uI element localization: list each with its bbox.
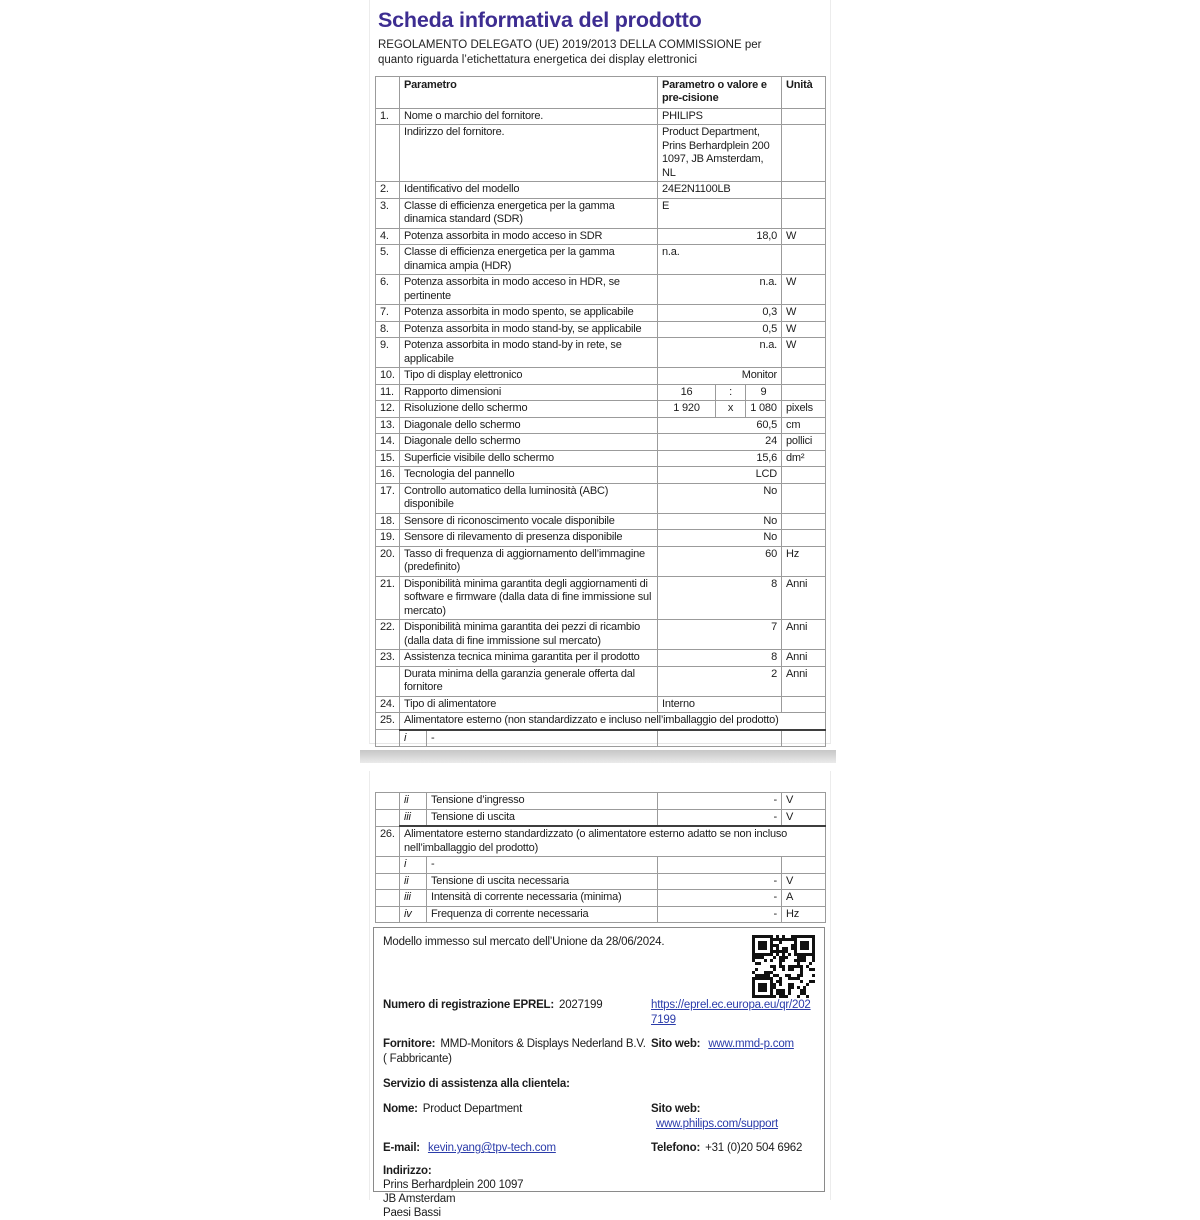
param-label: Tensione d’ingresso <box>431 794 525 806</box>
table-row <box>376 108 826 125</box>
sub-param-flex <box>400 810 657 826</box>
website-2-link[interactable]: www.philips.com/support <box>656 1117 778 1130</box>
param-value: Product Department, Prins Berhardplein 200 1097, JB Amsterdam, NL <box>658 125 782 182</box>
table-row <box>376 450 826 467</box>
param-unit: dm² <box>782 450 826 467</box>
param-unit: A <box>782 890 826 907</box>
row-number: 20. <box>376 546 400 576</box>
param-label: Durata minima della garanzia generale offerta dal fornitore <box>400 666 658 696</box>
regulation-subtitle: REGOLAMENTO DELEGATO (UE) 2019/2013 DELLA COMMISSIONE per quanto riguarda l’etichettatura energetica dei display elettronici <box>378 39 762 66</box>
website-1-wrap <box>651 1037 815 1066</box>
param-unit <box>782 368 826 385</box>
param-value-a: 16 <box>658 384 716 401</box>
address-label: Indirizzo: <box>383 1164 432 1177</box>
row-number <box>376 857 400 874</box>
param-unit <box>782 125 826 182</box>
product-fiche-table-page2 <box>375 792 826 923</box>
param-value: 15,6 <box>658 450 782 467</box>
row-number: 22. <box>376 620 400 650</box>
table-row <box>376 650 826 667</box>
param-label: - <box>431 858 435 870</box>
sub-param-flex <box>400 857 657 873</box>
param-unit <box>782 467 826 484</box>
supplier-info-box <box>373 927 825 1219</box>
roman-numeral: ii <box>400 874 427 890</box>
table-header-row <box>376 76 826 108</box>
row-number: 25. <box>376 713 400 730</box>
roman-numeral: ii <box>400 793 427 809</box>
row-number: 9. <box>376 338 400 368</box>
website-2-label: Sito web: <box>651 1103 701 1115</box>
param-label: Tensione di uscita necessaria <box>431 874 569 887</box>
param-value: 0,5 <box>658 321 782 338</box>
param-unit <box>782 513 826 530</box>
param-label: Diagonale dello schermo <box>400 417 658 434</box>
supplier-value: MMD-Monitors & Displays Nederland B.V. ( Fabbricante) <box>383 1038 646 1065</box>
sub-param-cell <box>400 906 658 923</box>
param-unit: W <box>782 338 826 368</box>
table-row <box>376 321 826 338</box>
param-unit: pixels <box>782 401 826 418</box>
market-entry-text: Modello immesso sul mercato dell’Unione da 28/06/2024. <box>383 936 665 948</box>
eprel-url-link[interactable]: https://eprel.ec.europa.eu/qr/2027199 <box>651 999 811 1026</box>
row-number: 16. <box>376 467 400 484</box>
table-row <box>376 793 826 810</box>
param-value-b: 9 <box>746 384 782 401</box>
param-unit: Hz <box>782 546 826 576</box>
param-label: Disponibilità minima garantita dei pezzi di ricambio (dalla data di fine immissione sul mercato) <box>400 620 658 650</box>
table-row <box>376 890 826 907</box>
param-value: 60,5 <box>658 417 782 434</box>
param-label: Controllo automatico della luminosità (ABC) disponibile <box>400 483 658 513</box>
param-unit: Anni <box>782 650 826 667</box>
table-row <box>376 434 826 451</box>
email-link[interactable]: kevin.yang@tpv-tech.com <box>427 1142 556 1154</box>
sub-param-cell <box>400 890 658 907</box>
param-unit <box>782 483 826 513</box>
table-row <box>376 417 826 434</box>
table-row <box>376 696 826 713</box>
table-row <box>376 483 826 513</box>
table-row <box>376 368 826 385</box>
row-number <box>376 873 400 890</box>
param-unit <box>782 182 826 199</box>
param-value: - <box>658 793 782 810</box>
eprel-row <box>383 998 815 1027</box>
email-label: E-mail: <box>383 1142 420 1154</box>
param-value: No <box>658 483 782 513</box>
param-value: 8 <box>658 576 782 620</box>
row-number <box>376 730 400 747</box>
sub-param-flex <box>400 793 657 809</box>
supplier-name <box>383 1037 651 1066</box>
row-number: 5. <box>376 245 400 275</box>
value-separator: : <box>716 384 746 401</box>
param-value: 18,0 <box>658 228 782 245</box>
service-name <box>383 1102 651 1131</box>
param-value: 8 <box>658 650 782 667</box>
table-row <box>376 228 826 245</box>
row-number: 13. <box>376 417 400 434</box>
row-number <box>376 906 400 923</box>
eprel-registration <box>383 998 651 1027</box>
param-unit <box>782 696 826 713</box>
table-row <box>376 666 826 696</box>
param-value-b: 1 080 <box>746 401 782 418</box>
row-number: 4. <box>376 228 400 245</box>
param-unit <box>782 530 826 547</box>
param-unit: Anni <box>782 620 826 650</box>
row-number: 21. <box>376 576 400 620</box>
param-label-span: Alimentatore esterno (non standardizzato e incluso nell’imballaggio del prodotto) <box>400 713 826 730</box>
param-value: 24E2N1100LB <box>658 182 782 199</box>
param-value: PHILIPS <box>658 108 782 125</box>
row-number: 23. <box>376 650 400 667</box>
param-value <box>658 857 782 874</box>
table-row <box>376 338 826 368</box>
param-label: Classe di efficienza energetica per la gamma dinamica standard (SDR) <box>400 198 658 228</box>
website-1-link[interactable]: www.mmd-p.com <box>708 1038 794 1050</box>
table-row <box>376 906 826 923</box>
param-value-a: 1 920 <box>658 401 716 418</box>
row-number: 11. <box>376 384 400 401</box>
eprel-link-wrap <box>651 998 815 1027</box>
param-value: No <box>658 530 782 547</box>
row-number: 19. <box>376 530 400 547</box>
param-label: Indirizzo del fornitore. <box>400 125 658 182</box>
param-value: n.a. <box>658 338 782 368</box>
param-unit: W <box>782 275 826 305</box>
param-label: Tensione di uscita <box>431 810 515 823</box>
row-number <box>376 125 400 182</box>
param-unit: Anni <box>782 576 826 620</box>
supplier-row <box>383 1037 815 1066</box>
param-unit: cm <box>782 417 826 434</box>
param-label: Sensore di riconoscimento vocale disponibile <box>400 513 658 530</box>
param-label: Intensità di corrente necessaria (minima) <box>431 891 622 903</box>
param-value: n.a. <box>658 275 782 305</box>
address-block <box>383 1164 815 1220</box>
roman-numeral: iii <box>400 810 427 826</box>
table-row <box>376 245 826 275</box>
param-label: Frequenza di corrente necessaria <box>431 907 589 920</box>
header-unit: Unità <box>782 76 826 108</box>
product-fiche-table-page1 <box>375 76 826 748</box>
row-number: 26. <box>376 826 400 857</box>
row-number: 6. <box>376 275 400 305</box>
eprel-number: 2027199 <box>559 999 603 1011</box>
service-heading-row <box>383 1078 815 1090</box>
param-label: Diagonale dello schermo <box>400 434 658 451</box>
email-phone-row <box>383 1141 815 1156</box>
param-value: 2 <box>658 666 782 696</box>
param-value: - <box>658 906 782 923</box>
row-number: 15. <box>376 450 400 467</box>
row-number <box>376 793 400 810</box>
header-value: Parametro o valore e pre-cisione <box>658 76 782 108</box>
table-row <box>376 182 826 199</box>
param-unit: pollici <box>782 434 826 451</box>
table-row <box>376 530 826 547</box>
param-value: Interno <box>658 696 782 713</box>
row-number: 12. <box>376 401 400 418</box>
sub-param-cell <box>400 730 658 747</box>
param-label: Potenza assorbita in modo stand-by in rete, se applicabile <box>400 338 658 368</box>
name-label: Nome: <box>383 1103 418 1115</box>
eprel-label: Numero di registrazione EPREL: <box>383 999 555 1011</box>
address-line-2: JB Amsterdam <box>383 1192 456 1205</box>
param-label: Potenza assorbita in modo spento, se applicabile <box>400 305 658 322</box>
roman-numeral: iv <box>400 907 427 923</box>
table-row <box>376 620 826 650</box>
row-number: 8. <box>376 321 400 338</box>
param-unit <box>782 108 826 125</box>
table-row <box>376 125 826 182</box>
document-page-1 <box>369 0 831 744</box>
param-value: 0,3 <box>658 305 782 322</box>
table-row <box>376 275 826 305</box>
row-number: 1. <box>376 108 400 125</box>
param-value: Monitor <box>658 368 782 385</box>
param-unit: W <box>782 305 826 322</box>
param-unit <box>782 245 826 275</box>
param-unit: Anni <box>782 666 826 696</box>
row-number <box>376 809 400 826</box>
param-value: 60 <box>658 546 782 576</box>
qr-code <box>752 935 815 998</box>
sub-param-cell <box>400 857 658 874</box>
param-label: Sensore di rilevamento di presenza disponibile <box>400 530 658 547</box>
row-number <box>376 890 400 907</box>
param-label: - <box>431 731 435 744</box>
param-label: Potenza assorbita in modo stand-by, se applicabile <box>400 321 658 338</box>
row-number: 17. <box>376 483 400 513</box>
sub-param-flex <box>400 731 657 747</box>
param-value: No <box>658 513 782 530</box>
param-label: Assistenza tecnica minima garantita per il prodotto <box>400 650 658 667</box>
param-label: Disponibilità minima garantita degli aggiornamenti di software e firmware (dalla data di fine immissione sul mercato) <box>400 576 658 620</box>
website-2-wrap <box>651 1102 815 1131</box>
document-page-2 <box>369 771 831 1219</box>
row-number: 24. <box>376 696 400 713</box>
param-label: Potenza assorbita in modo acceso in SDR <box>400 228 658 245</box>
email-wrap <box>383 1141 651 1156</box>
param-label: Classe di efficienza energetica per la gamma dinamica ampia (HDR) <box>400 245 658 275</box>
table-row <box>376 384 826 401</box>
param-label: Superficie visibile dello schermo <box>400 450 658 467</box>
param-value: LCD <box>658 467 782 484</box>
param-unit: W <box>782 228 826 245</box>
param-value <box>658 730 782 747</box>
table-row <box>376 826 826 857</box>
roman-numeral: i <box>400 731 427 747</box>
param-value: n.a. <box>658 245 782 275</box>
param-label: Tipo di display elettronico <box>400 368 658 385</box>
param-label-span: Alimentatore esterno standardizzato (o alimentatore esterno adatto se non incluso nell’imballaggio del prodotto) <box>400 826 826 857</box>
page-title: Scheda informativa del prodotto <box>378 8 702 32</box>
sub-param-cell <box>400 793 658 810</box>
param-label: Tasso di frequenza di aggiornamento dell’immagine (predefinito) <box>400 546 658 576</box>
phone-wrap <box>651 1141 815 1156</box>
table-row <box>376 546 826 576</box>
row-number: 14. <box>376 434 400 451</box>
sub-param-flex <box>400 890 657 906</box>
phone-value: +31 (0)20 504 6962 <box>705 1142 803 1154</box>
param-value: - <box>658 890 782 907</box>
header-parameter: Parametro <box>400 76 658 108</box>
table-row <box>376 576 826 620</box>
param-value: 24 <box>658 434 782 451</box>
param-label: Nome o marchio del fornitore. <box>400 108 658 125</box>
param-unit: V <box>782 809 826 826</box>
sub-param-flex <box>400 874 657 890</box>
row-number: 10. <box>376 368 400 385</box>
param-unit: V <box>782 873 826 890</box>
param-value: E <box>658 198 782 228</box>
row-number: 2. <box>376 182 400 199</box>
table-row <box>376 467 826 484</box>
roman-numeral: iii <box>400 890 427 906</box>
market-entry-row <box>383 936 815 948</box>
param-unit: Hz <box>782 906 826 923</box>
param-label: Identificativo del modello <box>400 182 658 199</box>
sub-param-flex <box>400 907 657 923</box>
value-separator: x <box>716 401 746 418</box>
service-heading: Servizio di assistenza alla clientela: <box>383 1078 570 1090</box>
param-label: Risoluzione dello schermo <box>400 401 658 418</box>
table-row <box>376 401 826 418</box>
page-separator <box>360 750 836 763</box>
sub-param-cell <box>400 873 658 890</box>
param-value: - <box>658 873 782 890</box>
param-unit <box>782 857 826 874</box>
header-number-cell <box>376 76 400 108</box>
phone-label: Telefono: <box>651 1142 701 1154</box>
row-number <box>376 666 400 696</box>
name-value: Product Department <box>422 1103 523 1115</box>
service-name-row <box>383 1102 815 1131</box>
row-number: 7. <box>376 305 400 322</box>
table-row <box>376 809 826 826</box>
param-label: Tipo di alimentatore <box>400 696 658 713</box>
table-row <box>376 305 826 322</box>
param-unit <box>782 198 826 228</box>
param-unit: W <box>782 321 826 338</box>
supplier-label: Fornitore: <box>383 1038 436 1050</box>
param-label: Rapporto dimensioni <box>400 384 658 401</box>
param-value: - <box>658 809 782 826</box>
param-label: Tecnologia del pannello <box>400 467 658 484</box>
table-row <box>376 873 826 890</box>
table-row <box>376 730 826 747</box>
address-line-1: Prins Berhardplein 200 1097 <box>383 1178 524 1191</box>
table-row <box>376 513 826 530</box>
param-unit: V <box>782 793 826 810</box>
sub-param-cell <box>400 809 658 826</box>
roman-numeral: i <box>400 857 427 873</box>
table-row <box>376 713 826 730</box>
table-row <box>376 198 826 228</box>
address-line-3: Paesi Bassi <box>383 1206 441 1219</box>
param-unit <box>782 730 826 747</box>
param-label: Potenza assorbita in modo acceso in HDR, se pertinente <box>400 275 658 305</box>
table-row <box>376 857 826 874</box>
param-value: 7 <box>658 620 782 650</box>
row-number: 18. <box>376 513 400 530</box>
row-number: 3. <box>376 198 400 228</box>
param-unit <box>782 384 826 401</box>
website-1-label: Sito web: <box>651 1038 701 1050</box>
